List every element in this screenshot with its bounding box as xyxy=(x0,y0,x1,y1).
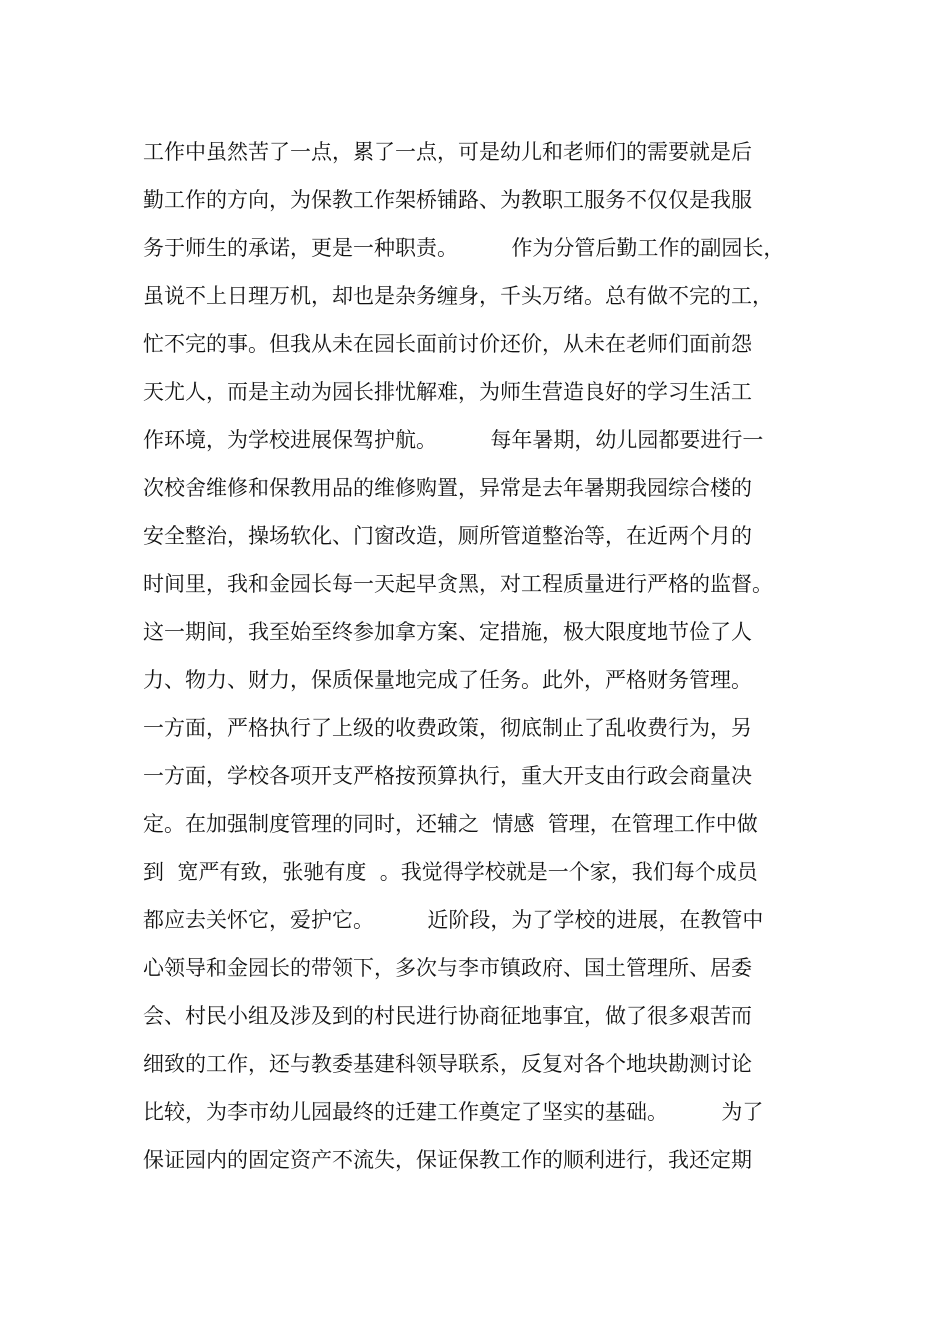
text-line: 一方面，严格执行了上级的收费政策，彻底制止了乱收费行为，另 xyxy=(143,716,752,740)
text-line: 会、村民小组及涉及到的村民进行协商征地事宜，做了很多艰苦而 xyxy=(143,1004,752,1028)
text-line: 虽说不上日理万机，却也是杂务缠身，千头万绪。总有做不完的工， xyxy=(143,284,773,308)
text-line: 一方面，学校各项开支严格按预算执行，重大开支由行政会商量决 xyxy=(143,764,752,788)
text-line: 细致的工作，还与教委基建科领导联系，反复对各个地块勘测讨论 xyxy=(143,1052,752,1076)
text-line: 到 宽严有致，张驰有度 。我觉得学校就是一个家，我们每个成员 xyxy=(143,860,758,884)
text-line: 比较，为李市幼儿园最终的迁建工作奠定了坚实的基础。 为了 xyxy=(143,1100,764,1124)
body-text xyxy=(143,128,823,1184)
text-line: 作环境，为学校进展保驾护航。 每年暑期，幼儿园都要进行一 xyxy=(143,428,764,452)
text-line: 这一期间，我至始至终参加拿方案、定措施，极大限度地节俭了人 xyxy=(143,620,752,644)
text-line: 心领导和金园长的带领下，多次与李市镇政府、国土管理所、居委 xyxy=(143,956,752,980)
text-line: 次校舍维修和保教用品的维修购置，异常是去年暑期我园综合楼的 xyxy=(143,476,752,500)
text-line: 务于师生的承诺，更是一种职责。 作为分管后勤工作的副园长， xyxy=(143,236,785,260)
text-line: 定。在加强制度管理的同时，还辅之 情感 管理，在管理工作中做 xyxy=(143,812,758,836)
text-line: 都应去关怀它，爱护它。 近阶段，为了学校的进展，在教管中 xyxy=(143,908,764,932)
text-line: 勤工作的方向，为保教工作架桥铺路、为教职工服务不仅仅是我服 xyxy=(143,188,752,212)
text-line: 力、物力、财力，保质保量地完成了任务。此外，严格财务管理。 xyxy=(143,668,752,692)
text-line: 工作中虽然苦了一点，累了一点，可是幼儿和老师们的需要就是后 xyxy=(143,140,752,164)
text-line: 忙不完的事。但我从未在园长面前讨价还价，从未在老师们面前怨 xyxy=(143,332,752,356)
text-line: 安全整治，操场软化、门窗改造，厕所管道整治等，在近两个月的 xyxy=(143,524,752,548)
text-line: 时间里，我和金园长每一天起早贪黑，对工程质量进行严格的监督。 xyxy=(143,572,773,596)
text-line: 天尤人，而是主动为园长排忧解难，为师生营造良好的学习生活工 xyxy=(143,380,752,404)
text-line: 保证园内的固定资产不流失，保证保教工作的顺利进行，我还定期 xyxy=(143,1148,752,1172)
